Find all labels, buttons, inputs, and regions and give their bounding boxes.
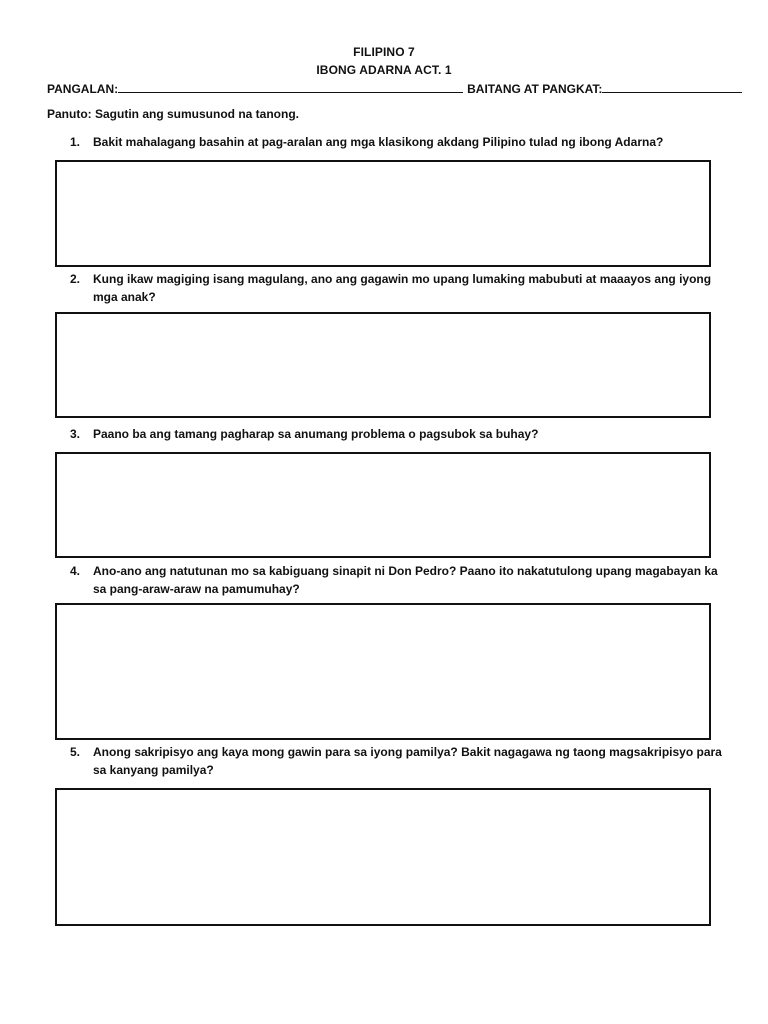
question-5	[70, 743, 730, 779]
question-4	[70, 562, 730, 598]
question-text: Bakit mahalagang basahin at pag-aralan ang mga klasikong akdang Pilipino tulad ng ibong Adarna?	[93, 135, 664, 149]
question-text: Paano ba ang tamang pagharap sa anumang problema o pagsubok sa buhay?	[93, 427, 539, 441]
answer-box-5[interactable]	[55, 788, 711, 926]
worksheet-subject-title: FILIPINO 7	[353, 45, 415, 59]
question-1	[70, 133, 730, 151]
instructions: Panuto: Sagutin ang sumusunod na tanong.	[47, 107, 299, 121]
question-text: Ano-ano ang natutunan mo sa kabiguang sinapit ni Don Pedro? Paano ito nakatutulong upang magabayan ka sa pang-araw-araw na pamumuhay?	[93, 564, 718, 596]
question-2	[70, 270, 730, 306]
question-number: 4.	[70, 564, 81, 578]
question-number: 3.	[70, 427, 81, 441]
question-text: Kung ikaw magiging isang magulang, ano ang gagawin mo upang lumaking mabubuti at maaayos ang iyong mga anak?	[93, 272, 712, 304]
question-3	[70, 425, 730, 443]
question-number: 5.	[70, 745, 81, 759]
grade-section-blank-line[interactable]	[602, 80, 742, 93]
answer-box-2[interactable]	[55, 312, 711, 418]
worksheet-activity-title: IBONG ADARNA ACT. 1	[316, 63, 452, 77]
answer-box-4[interactable]	[55, 603, 711, 740]
question-number: 1.	[70, 135, 81, 149]
name-blank-line[interactable]	[118, 80, 463, 93]
question-text: Anong sakripisyo ang kaya mong gawin para sa iyong pamilya? Bakit nagagawa ng taong magsakripisyo para sa kanyang pamilya?	[93, 745, 722, 777]
answer-box-3[interactable]	[55, 452, 711, 558]
question-number: 2.	[70, 272, 81, 286]
name-label: PANGALAN:	[47, 82, 119, 96]
grade-section-label: BAITANG AT PANGKAT:	[467, 82, 603, 96]
student-info-row	[47, 80, 722, 96]
answer-box-1[interactable]	[55, 160, 711, 267]
